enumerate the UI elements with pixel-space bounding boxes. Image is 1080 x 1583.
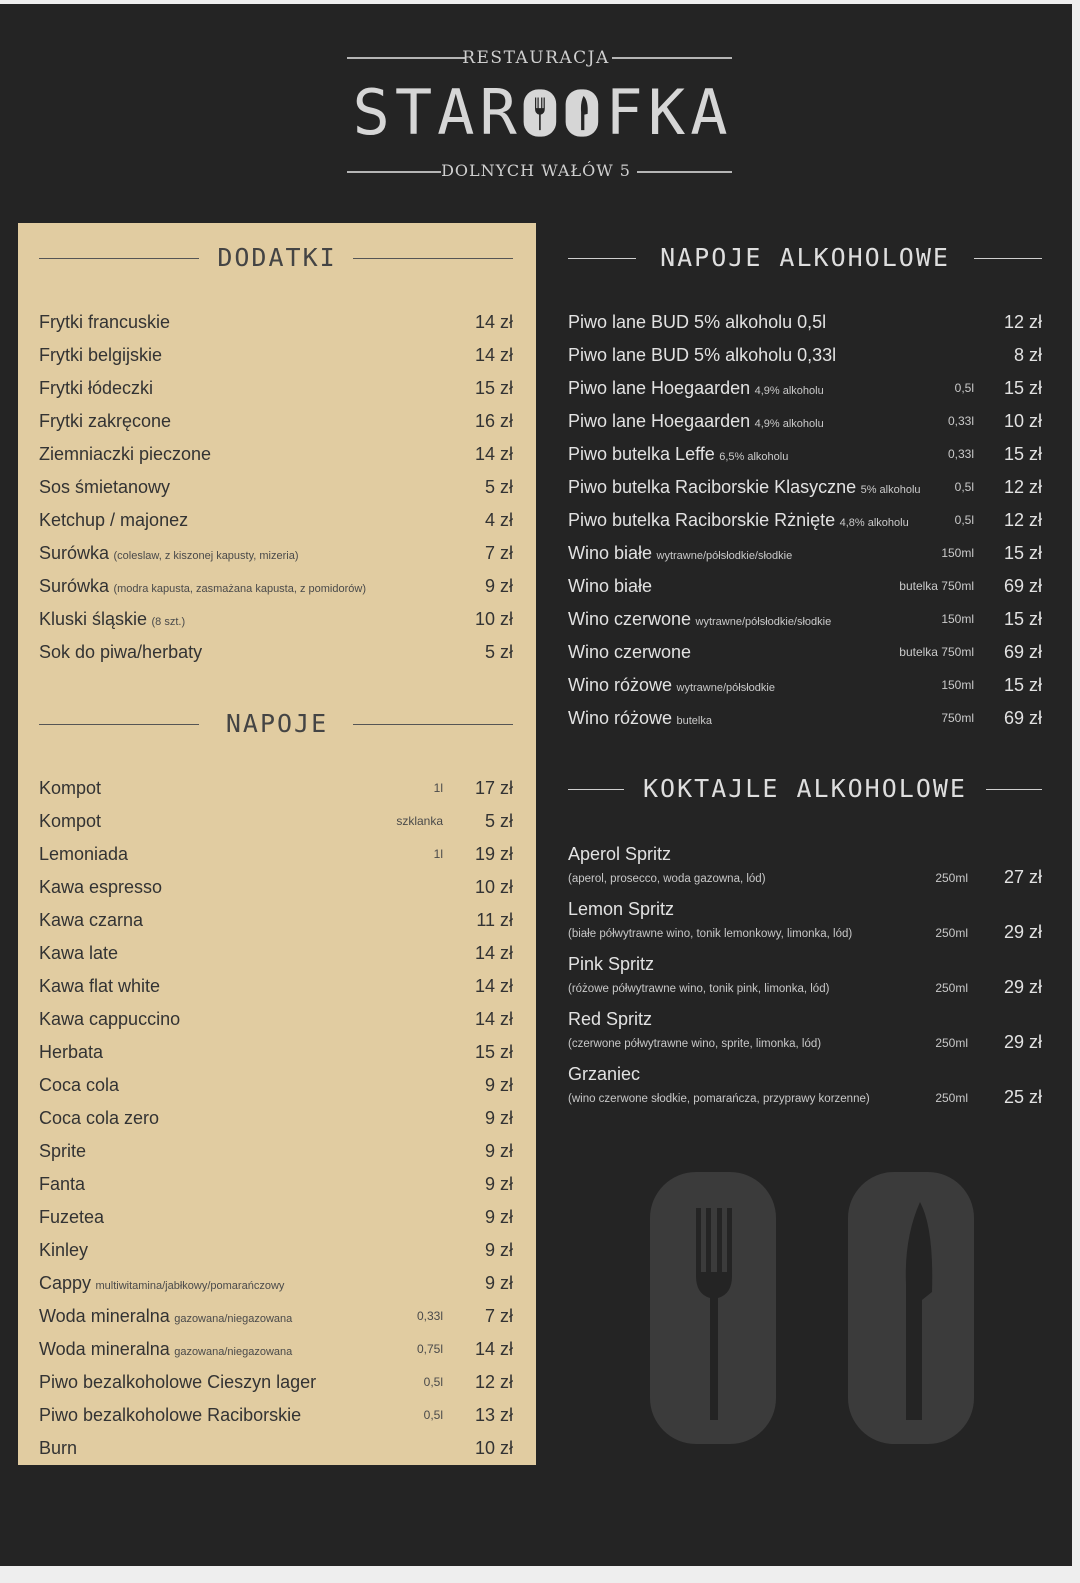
section-rule [353, 724, 513, 725]
section-rule [568, 258, 636, 259]
menu-item: Kawa late 14 zł [39, 943, 513, 963]
cocktail-item: Lemon Spritz (białe półwytrawne wino, tonik lemonkowy, limonka, lód) 250ml 29 zł [568, 899, 1042, 942]
logo-letter: S [352, 76, 390, 149]
logo-letter: F [605, 76, 643, 149]
menu-item: Kompot 1l 17 zł [39, 778, 513, 798]
knife-icon [848, 1172, 974, 1444]
menu-item: Frytki łódeczki 15 zł [39, 378, 513, 398]
menu-item: Kawa cappuccino 14 zł [39, 1009, 513, 1029]
menu-item: Sok do piwa/herbaty 5 zł [39, 642, 513, 662]
menu-item: Burn 10 zł [39, 1438, 513, 1458]
menu-item: Kawa flat white 14 zł [39, 976, 513, 996]
menu-item: Frytki francuskie 14 zł [39, 312, 513, 332]
menu-item: Piwo lane BUD 5% alkoholu 0,5l 12 zł [568, 312, 1042, 332]
menu-item: Sos śmietanowy 5 zł [39, 477, 513, 497]
menu-item: Wino różowe wytrawne/półsłodkie 150ml 15 zł [568, 675, 1042, 695]
menu-item: Herbata 15 zł [39, 1042, 513, 1062]
menu-item: Kawa czarna 11 zł [39, 910, 513, 930]
logo-letter: K [647, 76, 686, 149]
menu-item: Piwo bezalkoholowe Cieszyn lager 0,5l 12 zł [39, 1372, 513, 1392]
menu-item: Sprite 9 zł [39, 1141, 513, 1161]
menu-page [0, 4, 1072, 1566]
cocktail-item: Grzaniec (wino czerwone słodkie, pomarańcza, przyprawy korzenne) 250ml 25 zł [568, 1064, 1042, 1107]
section-title-napoje: NAPOJE [225, 709, 329, 738]
menu-item: Ziemniaczki pieczone 14 zł [39, 444, 513, 464]
section-title-koktajle: KOKTAJLE ALKOHOLOWE [643, 774, 967, 803]
menu-item: Piwo butelka Raciborskie Rżnięte 4,8% alkoholu 0,5l 12 zł [568, 510, 1042, 530]
section-rule [568, 789, 624, 790]
menu-item: Fuzetea 9 zł [39, 1207, 513, 1227]
cocktail-item: Pink Spritz (różowe półwytrawne wino, tonik pink, limonka, lód) 250ml 29 zł [568, 954, 1042, 997]
menu-item: Kluski śląskie (8 szt.) 10 zł [39, 609, 513, 629]
logo-letter: A [437, 76, 475, 149]
logo-fork-icon [522, 82, 558, 144]
menu-item: Wino białe butelka 750ml 69 zł [568, 576, 1042, 596]
address: DOLNYCH WAŁÓW 5 [441, 161, 631, 180]
menu-item: Woda mineralna gazowana/niegazowana 0,33l 7 zł [39, 1306, 513, 1326]
menu-item: Wino czerwone wytrawne/półsłodkie/słodkie 150ml 15 zł [568, 609, 1042, 629]
cocktail-item: Red Spritz (czerwone półwytrawne wino, sprite, limonka, lód) 250ml 29 zł [568, 1009, 1042, 1052]
cocktail-item: Aperol Spritz (aperol, prosecco, woda gazowna, lód) 250ml 27 zł [568, 844, 1042, 887]
menu-item: Wino różowe butelka 750ml 69 zł [568, 708, 1042, 728]
menu-item: Ketchup / majonez 4 zł [39, 510, 513, 530]
menu-item: Coca cola 9 zł [39, 1075, 513, 1095]
menu-item: Kinley 9 zł [39, 1240, 513, 1260]
menu-item: Piwo lane Hoegaarden 4,9% alkoholu 0,33l 10 zł [568, 411, 1042, 431]
section-title-napoje-alkoholowe: NAPOJE ALKOHOLOWE [660, 243, 950, 272]
menu-item: Coca cola zero 9 zł [39, 1108, 513, 1128]
menu-item: Surówka (coleslaw, z kiszonej kapusty, mizeria) 7 zł [39, 543, 513, 563]
section-title-dodatki: DODATKI [217, 243, 337, 272]
menu-item: Frytki zakręcone 16 zł [39, 411, 513, 431]
menu-item: Cappy multiwitamina/jabłkowy/pomarańczowy 9 zł [39, 1273, 513, 1293]
menu-item: Kawa espresso 10 zł [39, 877, 513, 897]
menu-item: Piwo lane Hoegaarden 4,9% alkoholu 0,5l 15 zł [568, 378, 1042, 398]
menu-item: Wino czerwone butelka 750ml 69 zł [568, 642, 1042, 662]
section-rule [39, 258, 199, 259]
menu-item: Woda mineralna gazowana/niegazowana 0,75l 14 zł [39, 1339, 513, 1359]
section-rule [39, 724, 199, 725]
menu-item: Piwo bezalkoholowe Raciborskie 0,5l 13 zł [39, 1405, 513, 1425]
restaurant-label: RESTAURACJA [462, 48, 610, 68]
logo-letter: T [394, 76, 433, 149]
menu-item: Frytki belgijskie 14 zł [39, 345, 513, 365]
menu-item: Surówka (modra kapusta, zasmażana kapusta, z pomidorów) 9 zł [39, 576, 513, 596]
menu-item: Wino białe wytrawne/półsłodkie/słodkie 150ml 15 zł [568, 543, 1042, 563]
logo-letter: R [479, 76, 517, 149]
logo-knife-icon [564, 82, 600, 144]
section-rule [974, 258, 1042, 259]
menu-item: Piwo butelka Raciborskie Klasyczne 5% alkoholu 0,5l 12 zł [568, 477, 1042, 497]
menu-item: Fanta 9 zł [39, 1174, 513, 1194]
section-rule [353, 258, 513, 259]
logo [350, 76, 730, 149]
menu-item: Piwo butelka Leffe 6,5% alkoholu 0,33l 15 zł [568, 444, 1042, 464]
left-panel [18, 223, 536, 1465]
section-rule [986, 789, 1042, 790]
menu-item: Kompot szklanka 5 zł [39, 811, 513, 831]
menu-item: Lemoniada 1l 19 zł [39, 844, 513, 864]
fork-icon [650, 1172, 776, 1444]
logo-letter: A [690, 76, 728, 149]
menu-item: Piwo lane BUD 5% alkoholu 0,33l 8 zł [568, 345, 1042, 365]
